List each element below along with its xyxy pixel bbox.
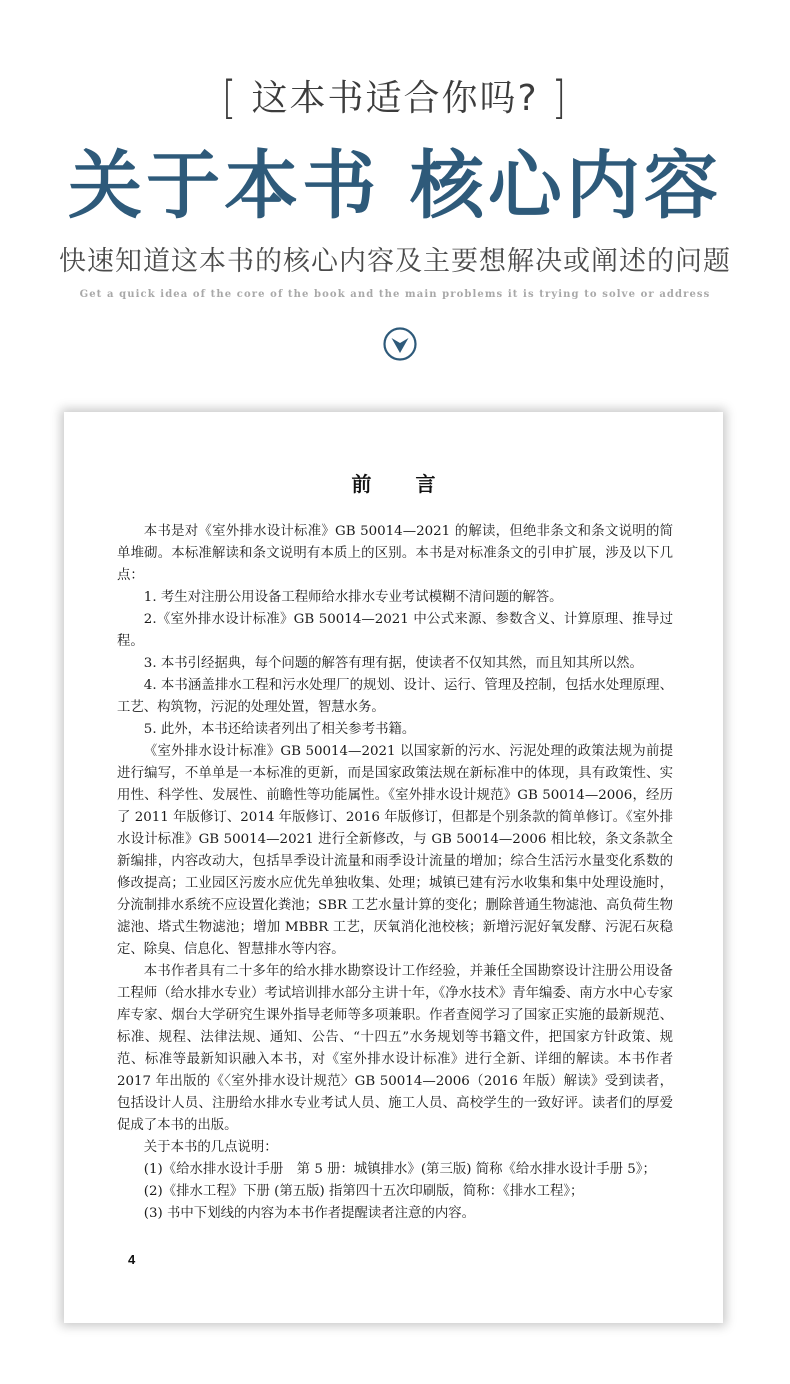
paragraph-intro: 本书是对《室外排水设计标准》GB 50014—2021 的解读，但绝非条文和条文说明的简单堆砌。本标准解读和条文说明有本质上的区别。本书是对标准条文的引申扩展，涉及以下几点： [117,524,673,583]
list-item-4: 4. 本书涵盖排水工程和污水处理厂的规划、设计、运行、管理及控制，包括水处理原理、工艺、构筑物，污泥的处理处置，智慧水务。 [117,678,673,715]
kicker-heading [0,74,790,124]
page-body [117,521,673,1225]
kicker-text: 这本书适合你吗? [251,78,539,119]
list-item-2: 2.《室外排水设计标准》GB 50014—2021 中公式来源、参数含义、计算原理、推导过程。 [117,612,673,649]
note-item-1: (1)《给水排水设计手册 第 5 册：城镇排水》(第三版) 简称《给水排水设计手册 5》； [143,1162,656,1177]
bracket-close: ] [552,72,569,124]
list-item-3: 3. 本书引经据典，每个问题的解答有理有据，使读者不仅知其然，而且知其所以然。 [143,656,643,671]
notes-heading: 关于本书的几点说明： [143,1140,278,1155]
note-item-3: (3) 书中下划线的内容为本书作者提醒读者注意的内容。 [143,1206,476,1221]
list-item-1: 1. 考生对注册公用设备工程师给水排水专业考试模糊不清问题的解答。 [143,590,563,605]
list-item-5: 5. 此外，本书还给读者列出了相关参考书籍。 [143,722,416,737]
page-heading-preface: 前言 [351,472,480,496]
book-page [64,412,723,1323]
paragraph-standard: 《室外排水设计标准》GB 50014—2021 以国家新的污水、污泥处理的政策法规为前提进行编写，不单单是一本标准的更新，而是国家政策法规在新标准中的体现，具有政策性、实用性、科学性、发展性、前瞻性等功能属性。《室外排水设计规范》GB 50014—2006，经历了 2011 年版修订、2014 年版修订、2016 年版修订，但都是个别条款的简单修订。《室外排水设计标准》GB 50014—2021 进行全新修改，与 GB 50014—2006 相比较，条文条款全新编排，内容改动大，包括旱季设计流量和雨季设计流量的增加；综合生活污水量变化系数的修改提高；工业园区污废水应优先单独收集、处理；城镇已建有污水收集和集中处理设施时，分流制排水系统不应设置化粪池；SBR 工艺水量计算的变化；删除普通生物滤池、高负荷生物滤池、塔式生物滤池；增加 MBBR 工艺，厌氧消化池校核；新增污泥好氧发酵、污泥石灰稳定、除臭、信息化、智慧排水等内容。 [117,744,673,957]
page-number: 4 [128,1252,136,1267]
bracket-open: [ [221,72,238,124]
paragraph-author: 本书作者具有二十多年的给水排水勘察设计工作经验，并兼任全国勘察设计注册公用设备工程师（给水排水专业）考试培训排水部分主讲十年，《净水技术》青年编委、南方水中心专家库专家、烟台大学研究生课外指导老师等多项兼职。作者查阅学习了国家正实施的最新规范、标准、规程、法律法规、通知、公告、“十四五”水务规划等书籍文件，把国家方针政策、规范、标准等最新知识融入本书，对《室外排水设计标准》进行全新、详细的解读。本书作者 2017 年出版的《〈室外排水设计规范〉GB 50014—2006（2016 年版）解读》受到读者，包括设计人员、注册给水排水专业考试人员、施工人员、高校学生的一致好评。读者们的厚爱促成了本书的出版。 [117,964,673,1133]
note-item-2: (2)《排水工程》下册 (第五版) 指第四十五次印刷版，简称：《排水工程》； [143,1184,584,1199]
subtitle-chinese: 快速知道这本书的核心内容及主要想解决或阐述的问题 [59,246,731,277]
chevron-down-circle-icon[interactable] [383,327,417,361]
subtitle-english: Get a quick idea of the core of the book and the main problems it is trying to solve or address [79,289,711,300]
main-title: 关于本书 核心内容 [68,143,722,229]
